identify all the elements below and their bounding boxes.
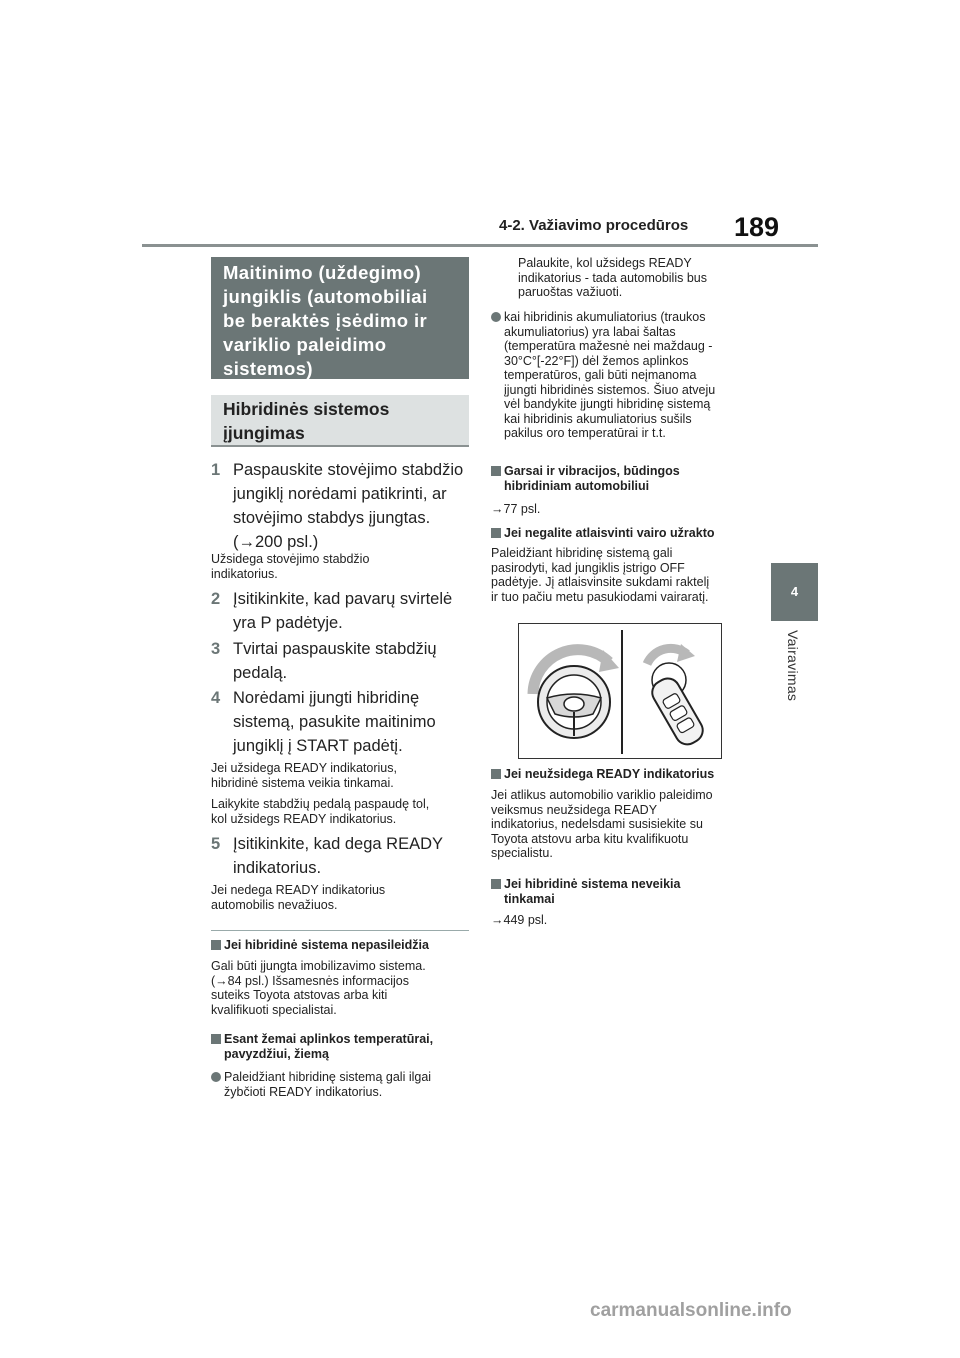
bullet-line: įjungti hibridinės sistemos. Šiuo atveju [504, 382, 716, 397]
note-heading-text [504, 877, 680, 907]
subheading-line: Hibridinės sistemos [223, 399, 390, 419]
bullet-line: vėl bandykite įjungti hibridinę sistemą [504, 397, 711, 411]
bullet-line: akumuliatorius) yra labai šaltas [504, 324, 676, 339]
bullet-text [224, 1070, 431, 1099]
note-step4-b [211, 797, 471, 826]
note-heading-line: Jei hibridinė sistema neveikia [504, 877, 681, 891]
text-line: Palaukite, kol užsidegs READY [518, 256, 692, 270]
note-heading-text: Jei neužsidega READY indikatorius [504, 767, 715, 781]
note-line: Jei nedega READY indikatorius [211, 883, 386, 897]
bullet-item [491, 310, 761, 450]
note-heading-line: Esant žemai aplinkos temperatūrai, [224, 1032, 434, 1046]
chapter-tab[interactable]: 4 [771, 563, 818, 621]
round-bullet-icon [491, 312, 501, 322]
note-line: Jei užsidega READY indikatorius, [211, 761, 397, 775]
note-line: pasirodyti, kad jungiklis įstrigo OFF [491, 560, 685, 575]
note-heading-line: hibridiniam automobiliui [504, 479, 650, 493]
note-line: hibridinė sistema veikia tinkamai. [211, 775, 394, 790]
continued-text [504, 256, 764, 300]
note-body [491, 546, 761, 604]
watermark[interactable]: carmanualsonline.info [590, 1300, 792, 1321]
step-text [233, 637, 437, 685]
step-line: Tvirtai paspauskite stabdžių [233, 640, 437, 658]
page-reference[interactable]: →449 psl. [491, 913, 548, 927]
step-line: Paspauskite stovėjimo stabdžio [233, 461, 464, 479]
step-line: sistemą, pasukite maitinimo [233, 713, 436, 731]
square-bullet-icon [491, 769, 501, 779]
page-reference[interactable]: →77 psl. [491, 502, 541, 516]
heading-line: Maitinimo (uždegimo) [223, 262, 422, 283]
note-line: padėtyje. Jį atlaisvinsite sukdami raktelį [491, 575, 710, 589]
steering-unlock-illustration [518, 623, 722, 759]
bullet-line: 30°C°[-22°F]) dėl žemos aplinkos [504, 353, 689, 368]
bullet-text [504, 310, 715, 441]
step-text [233, 587, 452, 635]
main-heading-box [211, 257, 469, 379]
step-line: jungiklį į START padėtį. [233, 737, 403, 755]
step-line: Įsitikinkite, kad pavarų svirtelė [233, 590, 453, 608]
square-bullet-icon [211, 940, 221, 950]
step-line: jungiklį norėdami patikrinti, ar [233, 485, 447, 503]
note-heading [491, 877, 761, 909]
text-line: indikatorius - tada automobilis bus [518, 270, 707, 285]
note-line: Gali būti įjungta imobilizavimo sistema. [211, 959, 426, 973]
note-heading [491, 767, 761, 783]
note-line: (→84 psl.) Išsamesnės informacijos [211, 973, 409, 988]
square-bullet-icon [211, 1034, 221, 1044]
bullet-line: kai hibridinis akumuliatorius sušils [504, 411, 692, 426]
bullet-line: pakilus oro temperatūrai ir t.t. [504, 426, 666, 440]
note-line: automobilis nevažiuos. [211, 897, 338, 912]
note-line: indikatorius. [211, 566, 278, 581]
note-line: specialistu. [491, 846, 553, 860]
chapter-label [775, 630, 815, 710]
note-line: indikatorius, nedelsdami susisiekite su [491, 817, 703, 831]
note-heading-line: Garsai ir vibracijos, būdingos [504, 464, 680, 478]
step-text [233, 458, 463, 554]
step-2 [211, 587, 471, 635]
note-heading [491, 464, 761, 496]
note-body [491, 788, 761, 861]
note-heading-line: pavyzdžiui, žiemą [224, 1047, 329, 1061]
bullet-line: (temperatūra mažesnė nei maždaug - [504, 339, 713, 353]
heading-line: jungiklis (automobiliai [223, 286, 428, 307]
note-heading-text [504, 464, 680, 494]
bullet-line: Paleidžiant hibridinę sistemą gali ilgai [224, 1070, 432, 1084]
note-line: Laikykite stabdžių pedalą paspaudę tol, [211, 797, 430, 811]
step-number: 3 [211, 640, 221, 658]
step-4 [211, 686, 471, 758]
round-bullet-icon [211, 1072, 221, 1082]
bullet-line: temperatūros, gali būti neįmanoma [504, 368, 697, 382]
note-line: suteiks Toyota atstovas arba kiti [211, 988, 388, 1002]
illustration-svg [519, 624, 721, 758]
note-line: Paleidžiant hibridinę sistemą gali [491, 546, 673, 560]
note-heading [211, 938, 471, 954]
note-line: kvalifikuoti specialistai. [211, 1002, 337, 1017]
header-rule [142, 244, 818, 247]
step-line: yra P padėtyje. [233, 614, 343, 632]
square-bullet-icon [491, 528, 501, 538]
note-line: ir tuo pačiu metu pasukiodami vairaratį. [491, 589, 709, 604]
note-heading [211, 1032, 471, 1064]
heading-line: be beraktės įsėdimo ir [223, 310, 428, 331]
step-line: (→200 psl.) [233, 533, 319, 551]
step-line: pedalą. [233, 664, 288, 682]
step-line: Įsitikinkite, kad dega READY [233, 835, 444, 853]
bullet-line: kai hibridinis akumuliatorius (traukos [504, 310, 706, 324]
step-number: 4 [211, 689, 221, 707]
heading-line: variklio paleidimo [223, 334, 387, 355]
step-text [233, 686, 436, 758]
step-number: 1 [211, 461, 221, 479]
bullet-line: žybčioti READY indikatorius. [224, 1084, 383, 1099]
note-line: Užsidega stovėjimo stabdžio [211, 552, 370, 566]
step-3 [211, 637, 471, 685]
page-number: 189 [734, 212, 780, 242]
note-heading-text: Jei hibridinė sistema nepasileidžia [224, 938, 429, 952]
note-body [211, 959, 471, 1017]
chapter-label-text: Vairavimas [785, 630, 801, 702]
subheading-box [211, 395, 469, 447]
step-5 [211, 832, 471, 880]
subheading-line: įjungimas [223, 423, 305, 443]
note-line: veiksmus neužsidega READY [491, 802, 658, 817]
key-fob-icon [648, 674, 707, 749]
note-line: Toyota atstovu arba kitu kvalifikuotu [491, 831, 689, 846]
text-line: paruoštas važiuoti. [518, 285, 623, 299]
section-title: 4-2. Važiavimo procedūros [499, 217, 689, 234]
step-line: indikatorius. [233, 859, 322, 877]
note-step1 [211, 552, 471, 581]
bullet-item [211, 1070, 471, 1102]
step-text [233, 832, 443, 880]
note-heading-text [224, 1032, 433, 1062]
square-bullet-icon [491, 466, 501, 476]
section-divider [211, 930, 469, 931]
note-heading-line: tinkamai [504, 892, 555, 906]
step-line: Norėdami įjungti hibridinę [233, 689, 420, 707]
note-heading [491, 526, 761, 542]
note-line: kol užsidegs READY indikatorius. [211, 811, 397, 826]
step-1 [211, 458, 471, 554]
heading-line: sistemos) [223, 358, 313, 379]
step-line: stovėjimo stabdys įjungtas. [233, 509, 431, 527]
note-step5 [211, 883, 471, 912]
note-step4-a [211, 761, 471, 790]
note-heading-text: Jei negalite atlaisvinti vairo užrakto [504, 526, 715, 540]
step-number: 2 [211, 590, 221, 608]
square-bullet-icon [491, 879, 501, 889]
note-line: Jei atlikus automobilio variklio paleidimo [491, 788, 713, 802]
step-number: 5 [211, 835, 221, 853]
